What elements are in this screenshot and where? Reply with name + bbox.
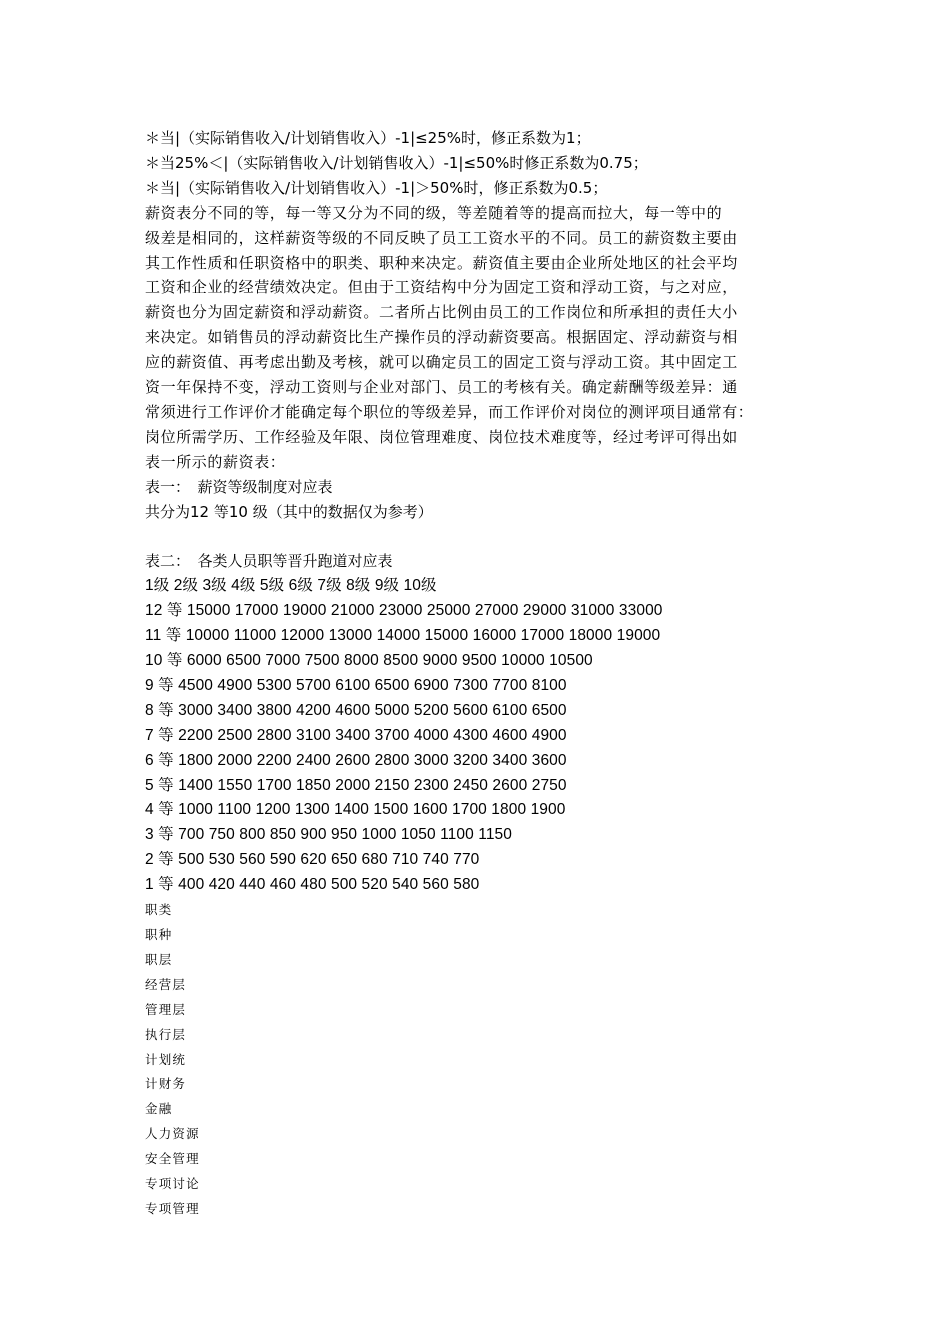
list-item: 计划统	[145, 1051, 187, 1067]
table-header-row: 1级 2级 3级 4级 5级 6级 7级 8级 9级 10级	[145, 577, 437, 595]
table-row: 10 等 6000 6500 7000 7500 8000 8500 9000 9500 10000 10500	[145, 652, 593, 670]
formula-line: ＊当|（实际销售收入/计划销售收入）-1|＞50%时，修正系数为0.5；	[145, 178, 608, 197]
paragraph-line: 岗位所需学历、工作经验及年限、岗位管理难度、岗位技术难度等，经过考评可得出如	[145, 427, 738, 446]
paragraph-line: 薪资表分不同的等，每一等又分为不同的级，等差随着等的提高而拉大，每一等中的	[145, 203, 723, 222]
list-item: 金融	[145, 1101, 173, 1117]
salary-paragraph	[145, 201, 805, 475]
document-body	[145, 126, 805, 1222]
formula-block	[145, 126, 805, 201]
list-item: 专项管理	[145, 1200, 200, 1216]
table-row: 3 等 700 750 800 850 900 950 1000 1050 1100 1150	[145, 826, 512, 844]
table-row: 6 等 1800 2000 2200 2400 2600 2800 3000 3200 3400 3600	[145, 751, 567, 769]
table-row: 1 等 400 420 440 460 480 500 520 540 560 580	[145, 876, 480, 894]
table1-note: 共分为12 等10 级（其中的数据仅为参考）	[145, 502, 433, 521]
paragraph-line: 级差是相同的，这样薪资等级的不同反映了员工工资水平的不同。员工的薪资数主要由	[145, 228, 738, 247]
list-item: 专项讨论	[145, 1176, 200, 1192]
list-item: 经营层	[145, 976, 187, 992]
formula-line: ＊当25%＜|（实际销售收入/计划销售收入）-1|≤50%时修正系数为0.75；	[145, 153, 648, 172]
list-item: 职类	[145, 902, 173, 918]
paragraph-line: 来决定。如销售员的浮动薪资比生产操作员的浮动薪资要高。根据固定、浮动薪资与相	[145, 328, 738, 347]
list-item: 安全管理	[145, 1151, 200, 1167]
table-row: 5 等 1400 1550 1700 1850 2000 2150 2300 2450 2600 2750	[145, 776, 567, 794]
list-item: 计财务	[145, 1076, 187, 1092]
list-item: 人力资源	[145, 1126, 200, 1142]
list-item: 职层	[145, 951, 173, 967]
paragraph-line: 表一所示的薪资表：	[145, 452, 286, 471]
list-item: 职种	[145, 926, 173, 942]
paragraph-line: 常须进行工作评价才能确定每个职位的等级差异，而工作评价对岗位的测评项目通常有：	[145, 402, 754, 421]
table-row: 2 等 500 530 560 590 620 650 680 710 740 770	[145, 851, 480, 869]
table2-caption: 表二： 各类人员职等晋升跑道对应表	[145, 552, 393, 571]
table-row: 9 等 4500 4900 5300 5700 6100 6500 6900 7300 7700 8100	[145, 676, 567, 694]
table1-caption: 表一： 薪资等级制度对应表	[145, 477, 333, 496]
paragraph-line: 资一年保持不变，浮动工资则与企业对部门、员工的考核有关。确定薪酬等级差异：通	[145, 378, 738, 397]
formula-line: ＊当|（实际销售收入/计划销售收入）-1|≤25%时，修正系数为1；	[145, 129, 591, 147]
paragraph-line: 工资和企业的经营绩效决定。但由于工资结构中分为固定工资和浮动工资，与之对应，	[145, 278, 738, 297]
table-row: 4 等 1000 1100 1200 1300 1400 1500 1600 1700 1800 1900	[145, 801, 566, 819]
table-row: 8 等 3000 3400 3800 4200 4600 5000 5200 5600 6100 6500	[145, 701, 567, 719]
list-item: 管理层	[145, 1001, 187, 1017]
category-list	[145, 898, 805, 1222]
table-row: 12 等 15000 17000 19000 21000 23000 25000 27000 29000 31000 33000	[145, 602, 663, 620]
list-item: 执行层	[145, 1026, 187, 1042]
blank-line	[145, 525, 805, 550]
paragraph-line: 其工作性质和任职资格中的职类、职种来决定。薪资值主要由企业所处地区的社会平均	[145, 253, 738, 272]
paragraph-line: 薪资也分为固定薪资和浮动薪资。二者所占比例由员工的工作岗位和所承担的责任大小	[145, 303, 738, 322]
table-row: 7 等 2200 2500 2800 3100 3400 3700 4000 4300 4600 4900	[145, 726, 567, 744]
table-row: 11 等 10000 11000 12000 13000 14000 15000 16000 17000 18000 19000	[145, 627, 661, 645]
salary-table	[145, 574, 805, 898]
paragraph-line: 应的薪资值、再考虑出勤及考核，就可以确定员工的固定工资与浮动工资。其中固定工	[145, 353, 738, 372]
